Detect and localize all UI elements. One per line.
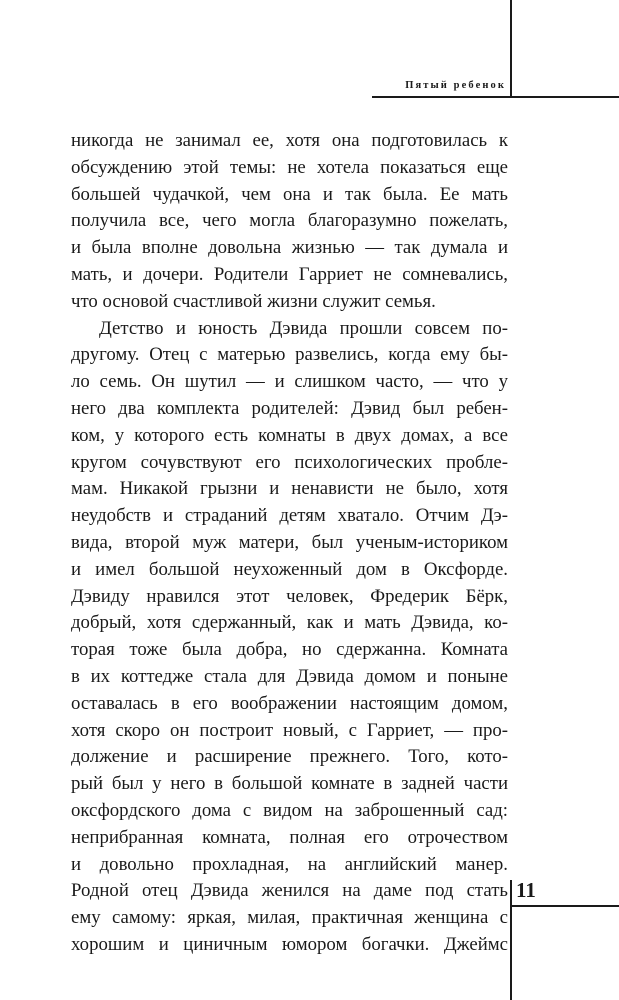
text-line: большей чудачкой, чем она и так была. Ее мать (71, 183, 508, 205)
text-line: должение и расширение прежнего. Того, кото- (71, 746, 508, 768)
text-line: мать, и дочери. Родители Гарриет не сомневались, (71, 263, 508, 285)
text-line: Родной отец Дэвида женился на даме под стать (71, 880, 508, 902)
running-head: Пятый ребенок (405, 80, 506, 91)
text-line: неприбранная комната, полная его отрочеством (71, 826, 508, 848)
body-text (71, 128, 508, 959)
text-line: другому. Отец с матерью развелись, когда ему бы- (71, 344, 508, 366)
text-line: и была вполне довольна жизнью — так думала и (71, 237, 508, 259)
text-line: оставалась в его воображении настоящим домом, (71, 692, 508, 714)
text-line: ком, у которого есть комнаты в двух домах, а все (71, 424, 508, 446)
text-line: неудобств и страданий детям хватало. Отчим Дэ- (71, 505, 508, 527)
text-line: никогда не занимал ее, хотя она подготовилась к (71, 130, 508, 151)
text-line: оксфордского дома с видом на заброшенный сад: (71, 799, 508, 821)
text-line: в их коттедже стала для Дэвида домом и поныне (71, 665, 508, 687)
text-line: обсуждению этой темы: не хотела показаться еще (71, 156, 508, 178)
text-line: вида, второй муж матери, был ученым-историком (71, 531, 508, 553)
text-line: хорошим и циничным юмором богачки. Джеймс (71, 933, 508, 955)
text-line: мам. Никакой грызни и ненависти не было, хотя (71, 478, 508, 500)
page-number: 11 (516, 878, 536, 902)
text-line: ло семь. Он шутил — и слишком часто, — что у (71, 371, 508, 393)
text-line: что основой счастливой жизни служит семья. (71, 290, 436, 312)
text-line: торая тоже была добра, но сдержанна. Комната (71, 639, 508, 661)
paragraph (71, 128, 508, 316)
text-line: хотя скоро он построит новый, с Гарриет, — про- (71, 719, 508, 741)
text-line: добрый, хотя сдержанный, как и мать Дэвида, ко- (71, 612, 508, 634)
text-line: Детство и юность Дэвида прошли совсем по- (99, 317, 508, 339)
paragraph (71, 316, 508, 959)
text-line: кругом сочувствуют его психологических пробле- (71, 451, 508, 473)
footer-rule (512, 905, 619, 907)
text-line: получила все, чего могла благоразумно пожелать, (71, 210, 508, 232)
text-line: и довольно прохладная, на английский манер. (71, 853, 508, 875)
text-line: и имел большой неухоженный дом в Оксфорде. (71, 558, 508, 580)
text-line: него два комплекта родителей: Дэвид был ребен- (71, 397, 508, 419)
top-vertical-rule (510, 0, 512, 96)
bottom-vertical-rule (510, 880, 512, 1000)
header-rule (372, 96, 619, 98)
text-line: ему самому: яркая, милая, практичная женщина с (71, 907, 508, 929)
text-line: рый был у него в большой комнате в задней части (71, 773, 508, 795)
text-line: Дэвиду нравился этот человек, Фредерик Бёрк, (71, 585, 508, 607)
